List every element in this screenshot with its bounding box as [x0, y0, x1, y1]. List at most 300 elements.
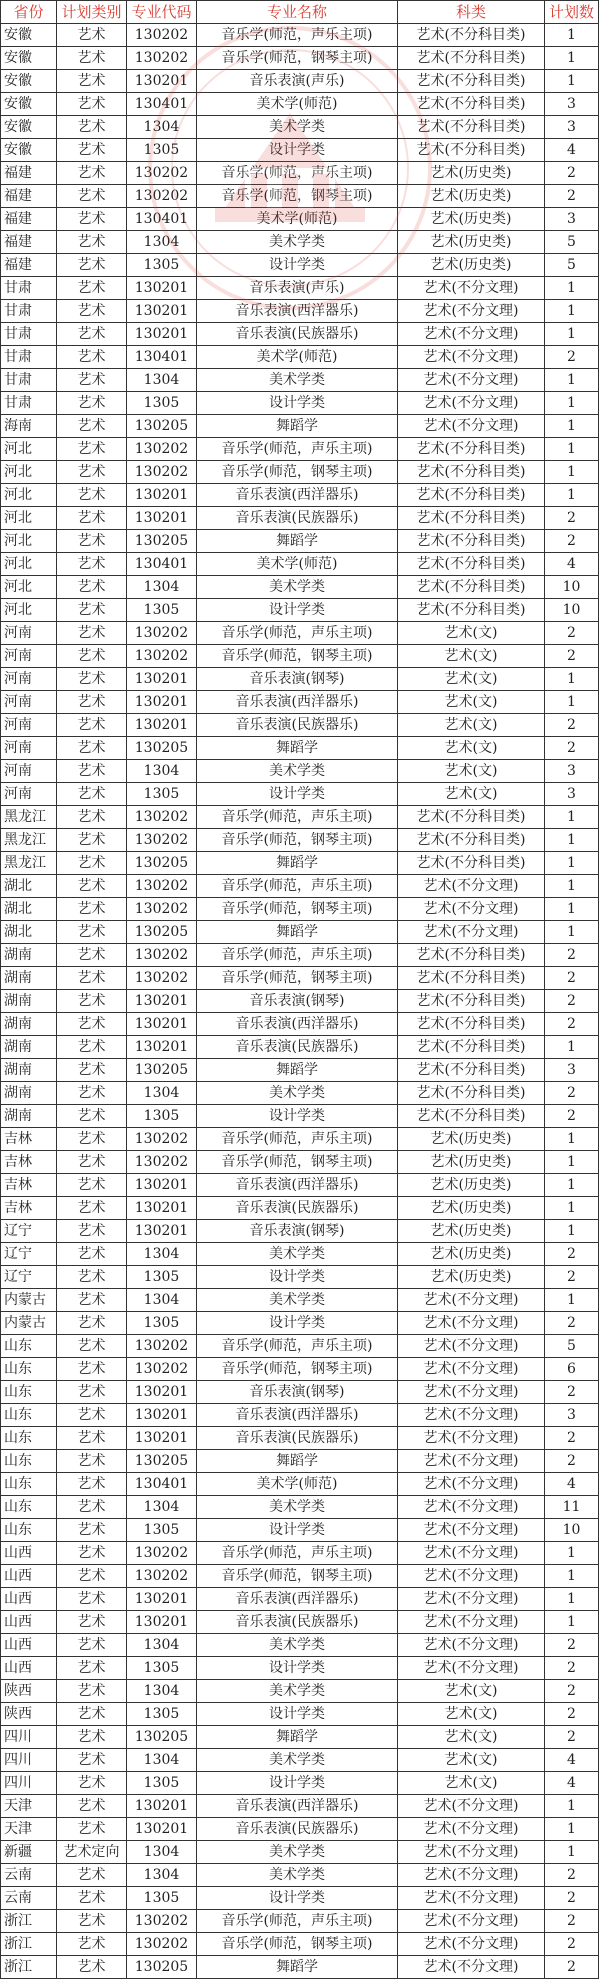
- cell-plan-category: 艺术: [57, 1887, 127, 1910]
- table-row: [1, 783, 599, 806]
- cell-major-name: 美术学类: [197, 1634, 398, 1657]
- cell-major-code: 130201: [127, 1220, 197, 1243]
- cell-plan-count: 2: [545, 1703, 599, 1726]
- cell-province: 山西: [1, 1542, 57, 1565]
- cell-plan-category: 艺术: [57, 898, 127, 921]
- cell-plan-category: 艺术: [57, 921, 127, 944]
- cell-major-code: 130202: [127, 829, 197, 852]
- cell-plan-count: 2: [545, 1082, 599, 1105]
- cell-major-code: 130202: [127, 898, 197, 921]
- cell-province: 安徽: [1, 70, 57, 93]
- cell-subject-category: 艺术(不分科目类): [398, 599, 545, 622]
- table-row: [1, 254, 599, 277]
- cell-plan-category: 艺术: [57, 1335, 127, 1358]
- cell-subject-category: 艺术(历史类): [398, 185, 545, 208]
- cell-plan-category: 艺术: [57, 254, 127, 277]
- cell-province: 湖北: [1, 875, 57, 898]
- cell-plan-category: 艺术: [57, 185, 127, 208]
- cell-plan-count: 3: [545, 1059, 599, 1082]
- cell-plan-count: 3: [545, 93, 599, 116]
- cell-plan-category: 艺术: [57, 70, 127, 93]
- cell-plan-category: 艺术: [57, 645, 127, 668]
- cell-province: 山西: [1, 1657, 57, 1680]
- cell-subject-category: 艺术(文): [398, 714, 545, 737]
- cell-plan-category: 艺术: [57, 1565, 127, 1588]
- cell-plan-category: 艺术: [57, 1542, 127, 1565]
- cell-subject-category: 艺术(不分文理): [398, 1611, 545, 1634]
- cell-plan-category: 艺术: [57, 47, 127, 70]
- table-row: [1, 185, 599, 208]
- cell-plan-count: 2: [545, 1381, 599, 1404]
- cell-province: 安徽: [1, 116, 57, 139]
- cell-plan-category: 艺术: [57, 277, 127, 300]
- cell-major-code: 130205: [127, 1450, 197, 1473]
- cell-plan-count: 2: [545, 1910, 599, 1933]
- cell-plan-count: 10: [545, 599, 599, 622]
- cell-major-code: 130202: [127, 622, 197, 645]
- cell-plan-count: 2: [545, 645, 599, 668]
- cell-major-name: 美术学(师范): [197, 1473, 398, 1496]
- cell-province: 河北: [1, 576, 57, 599]
- cell-plan-category: 艺术: [57, 1381, 127, 1404]
- cell-major-code: 130205: [127, 1726, 197, 1749]
- cell-subject-category: 艺术(不分文理): [398, 1358, 545, 1381]
- cell-major-name: 音乐表演(钢琴): [197, 1220, 398, 1243]
- cell-major-name: 音乐表演(声乐): [197, 277, 398, 300]
- cell-major-name: 美术学类: [197, 116, 398, 139]
- cell-plan-count: 2: [545, 967, 599, 990]
- cell-province: 山西: [1, 1565, 57, 1588]
- cell-major-name: 设计学类: [197, 1887, 398, 1910]
- cell-subject-category: 艺术(不分文理): [398, 898, 545, 921]
- cell-major-name: 音乐表演(民族器乐): [197, 323, 398, 346]
- cell-province: 山西: [1, 1588, 57, 1611]
- cell-subject-category: 艺术(不分科目类): [398, 484, 545, 507]
- table-row: [1, 875, 599, 898]
- table-row: [1, 484, 599, 507]
- cell-plan-category: 艺术: [57, 1312, 127, 1335]
- cell-plan-category: 艺术: [57, 1634, 127, 1657]
- cell-subject-category: 艺术(不分文理): [398, 921, 545, 944]
- cell-major-code: 130201: [127, 1588, 197, 1611]
- table-row: [1, 70, 599, 93]
- cell-major-code: 130205: [127, 852, 197, 875]
- table-row: [1, 530, 599, 553]
- cell-subject-category: 艺术(文): [398, 737, 545, 760]
- cell-province: 海南: [1, 415, 57, 438]
- cell-plan-count: 1: [545, 1611, 599, 1634]
- cell-plan-count: 2: [545, 507, 599, 530]
- cell-province: 陕西: [1, 1703, 57, 1726]
- table-row: [1, 1243, 599, 1266]
- cell-major-code: 130202: [127, 1151, 197, 1174]
- table-row: [1, 553, 599, 576]
- cell-major-code: 1304: [127, 1289, 197, 1312]
- cell-major-code: 1304: [127, 231, 197, 254]
- cell-province: 黑龙江: [1, 806, 57, 829]
- table-row: [1, 1496, 599, 1519]
- cell-plan-count: 2: [545, 1680, 599, 1703]
- cell-subject-category: 艺术(不分文理): [398, 1864, 545, 1887]
- cell-plan-count: 1: [545, 1795, 599, 1818]
- cell-major-code: 130202: [127, 438, 197, 461]
- cell-province: 河北: [1, 484, 57, 507]
- cell-province: 四川: [1, 1772, 57, 1795]
- cell-plan-count: 2: [545, 1266, 599, 1289]
- cell-plan-count: 1: [545, 438, 599, 461]
- cell-major-name: 设计学类: [197, 1105, 398, 1128]
- cell-plan-count: 2: [545, 944, 599, 967]
- cell-province: 天津: [1, 1795, 57, 1818]
- cell-plan-category: 艺术: [57, 553, 127, 576]
- cell-major-name: 美术学类: [197, 1749, 398, 1772]
- cell-major-code: 130201: [127, 1013, 197, 1036]
- cell-plan-category: 艺术: [57, 622, 127, 645]
- cell-province: 山东: [1, 1427, 57, 1450]
- cell-plan-count: 2: [545, 1312, 599, 1335]
- cell-plan-category: 艺术: [57, 1013, 127, 1036]
- cell-province: 河南: [1, 645, 57, 668]
- cell-subject-category: 艺术(历史类): [398, 208, 545, 231]
- cell-plan-count: 2: [545, 530, 599, 553]
- cell-province: 甘肃: [1, 323, 57, 346]
- cell-major-name: 音乐学(师范，钢琴主项): [197, 47, 398, 70]
- cell-subject-category: 艺术(不分文理): [398, 1657, 545, 1680]
- cell-plan-category: 艺术: [57, 300, 127, 323]
- table-row: [1, 1818, 599, 1841]
- cell-major-name: 音乐学(师范，声乐主项): [197, 162, 398, 185]
- table-row: [1, 1542, 599, 1565]
- cell-major-name: 音乐表演(民族器乐): [197, 507, 398, 530]
- cell-plan-category: 艺术: [57, 392, 127, 415]
- cell-major-name: 音乐表演(钢琴): [197, 668, 398, 691]
- cell-major-name: 舞蹈学: [197, 415, 398, 438]
- cell-province: 河北: [1, 461, 57, 484]
- cell-major-name: 音乐学(师范，声乐主项): [197, 806, 398, 829]
- cell-major-code: 130205: [127, 1956, 197, 1979]
- cell-province: 安徽: [1, 47, 57, 70]
- table-row: [1, 1887, 599, 1910]
- cell-province: 福建: [1, 254, 57, 277]
- cell-plan-count: 10: [545, 576, 599, 599]
- cell-major-name: 舞蹈学: [197, 1726, 398, 1749]
- cell-plan-count: 1: [545, 1588, 599, 1611]
- cell-plan-category: 艺术: [57, 438, 127, 461]
- cell-major-code: 130202: [127, 185, 197, 208]
- cell-plan-count: 2: [545, 737, 599, 760]
- table-row: [1, 1749, 599, 1772]
- cell-plan-count: 3: [545, 116, 599, 139]
- cell-major-code: 130202: [127, 1542, 197, 1565]
- cell-major-code: 1304: [127, 1680, 197, 1703]
- cell-major-name: 设计学类: [197, 254, 398, 277]
- cell-major-code: 1304: [127, 116, 197, 139]
- cell-province: 山东: [1, 1496, 57, 1519]
- cell-major-name: 音乐学(师范，声乐主项): [197, 438, 398, 461]
- cell-plan-count: 1: [545, 806, 599, 829]
- table-row: [1, 1588, 599, 1611]
- cell-plan-count: 3: [545, 760, 599, 783]
- cell-major-code: 130201: [127, 277, 197, 300]
- cell-plan-category: 艺术: [57, 346, 127, 369]
- table-row: [1, 806, 599, 829]
- cell-major-name: 设计学类: [197, 392, 398, 415]
- cell-subject-category: 艺术(文): [398, 760, 545, 783]
- cell-major-code: 130205: [127, 1059, 197, 1082]
- cell-province: 黑龙江: [1, 852, 57, 875]
- table-row: [1, 1657, 599, 1680]
- cell-subject-category: 艺术(不分文理): [398, 1588, 545, 1611]
- cell-subject-category: 艺术(不分文理): [398, 1404, 545, 1427]
- cell-plan-category: 艺术: [57, 323, 127, 346]
- cell-plan-category: 艺术: [57, 714, 127, 737]
- cell-plan-count: 1: [545, 24, 599, 47]
- cell-province: 河北: [1, 599, 57, 622]
- cell-subject-category: 艺术(不分文理): [398, 323, 545, 346]
- cell-major-name: 音乐表演(民族器乐): [197, 1427, 398, 1450]
- cell-plan-count: 1: [545, 668, 599, 691]
- table-row: [1, 898, 599, 921]
- cell-plan-count: 2: [545, 1956, 599, 1979]
- table-row: [1, 24, 599, 47]
- cell-plan-category: 艺术: [57, 1772, 127, 1795]
- cell-subject-category: 艺术(历史类): [398, 1197, 545, 1220]
- cell-major-name: 音乐学(师范，声乐主项): [197, 622, 398, 645]
- cell-major-name: 音乐学(师范，钢琴主项): [197, 185, 398, 208]
- cell-major-name: 音乐学(师范，钢琴主项): [197, 1358, 398, 1381]
- cell-major-name: 音乐学(师范，钢琴主项): [197, 1933, 398, 1956]
- table-row: [1, 1565, 599, 1588]
- cell-subject-category: 艺术(不分科目类): [398, 1036, 545, 1059]
- cell-plan-count: 2: [545, 1933, 599, 1956]
- cell-province: 湖南: [1, 1036, 57, 1059]
- table-row: [1, 576, 599, 599]
- cell-subject-category: 艺术(不分科目类): [398, 1082, 545, 1105]
- cell-subject-category: 艺术(历史类): [398, 1266, 545, 1289]
- cell-plan-category: 艺术: [57, 484, 127, 507]
- cell-plan-category: 艺术: [57, 875, 127, 898]
- cell-subject-category: 艺术(不分文理): [398, 875, 545, 898]
- table-row: [1, 599, 599, 622]
- table-row: [1, 1013, 599, 1036]
- cell-major-name: 舞蹈学: [197, 921, 398, 944]
- cell-major-code: 130202: [127, 875, 197, 898]
- cell-plan-count: 1: [545, 392, 599, 415]
- cell-subject-category: 艺术(不分文理): [398, 1519, 545, 1542]
- table-row: [1, 507, 599, 530]
- cell-major-code: 130201: [127, 1036, 197, 1059]
- table-row: [1, 300, 599, 323]
- cell-major-name: 音乐学(师范，钢琴主项): [197, 645, 398, 668]
- cell-plan-category: 艺术: [57, 1611, 127, 1634]
- header-major-code: 专业代码: [127, 1, 197, 24]
- cell-subject-category: 艺术(文): [398, 1772, 545, 1795]
- table-row: [1, 1726, 599, 1749]
- cell-province: 河北: [1, 530, 57, 553]
- cell-major-name: 音乐学(师范，钢琴主项): [197, 967, 398, 990]
- cell-plan-category: 艺术: [57, 1105, 127, 1128]
- header-plan-count: 计划数: [545, 1, 599, 24]
- table-row: [1, 1933, 599, 1956]
- cell-major-name: 音乐表演(钢琴): [197, 1381, 398, 1404]
- table-row: [1, 438, 599, 461]
- cell-major-name: 设计学类: [197, 1703, 398, 1726]
- cell-subject-category: 艺术(不分科目类): [398, 47, 545, 70]
- cell-plan-category: 艺术: [57, 208, 127, 231]
- cell-plan-count: 1: [545, 277, 599, 300]
- cell-subject-category: 艺术(历史类): [398, 1243, 545, 1266]
- cell-plan-category: 艺术: [57, 24, 127, 47]
- cell-subject-category: 艺术(不分文理): [398, 1381, 545, 1404]
- cell-plan-count: 2: [545, 1427, 599, 1450]
- cell-province: 山西: [1, 1634, 57, 1657]
- cell-plan-category: 艺术: [57, 139, 127, 162]
- cell-province: 福建: [1, 231, 57, 254]
- cell-subject-category: 艺术(文): [398, 1726, 545, 1749]
- table-row: [1, 1956, 599, 1979]
- cell-plan-category: 艺术: [57, 668, 127, 691]
- cell-province: 湖北: [1, 898, 57, 921]
- cell-plan-category: 艺术: [57, 461, 127, 484]
- cell-plan-count: 2: [545, 1105, 599, 1128]
- cell-major-name: 设计学类: [197, 1772, 398, 1795]
- cell-plan-count: 2: [545, 1243, 599, 1266]
- cell-major-name: 音乐学(师范，声乐主项): [197, 1335, 398, 1358]
- cell-plan-count: 2: [545, 185, 599, 208]
- cell-major-name: 舞蹈学: [197, 737, 398, 760]
- cell-province: 甘肃: [1, 300, 57, 323]
- cell-plan-count: 2: [545, 1634, 599, 1657]
- cell-major-name: 美术学(师范): [197, 93, 398, 116]
- cell-province: 吉林: [1, 1151, 57, 1174]
- cell-subject-category: 艺术(不分科目类): [398, 93, 545, 116]
- cell-subject-category: 艺术(不分科目类): [398, 990, 545, 1013]
- cell-major-code: 130201: [127, 691, 197, 714]
- cell-major-name: 美术学类: [197, 1289, 398, 1312]
- cell-plan-category: 艺术: [57, 507, 127, 530]
- cell-major-code: 1305: [127, 783, 197, 806]
- cell-major-name: 设计学类: [197, 1312, 398, 1335]
- cell-plan-count: 3: [545, 1404, 599, 1427]
- cell-subject-category: 艺术(文): [398, 783, 545, 806]
- cell-plan-count: 1: [545, 300, 599, 323]
- cell-major-name: 音乐表演(西洋器乐): [197, 1795, 398, 1818]
- header-major-name: 专业名称: [197, 1, 398, 24]
- cell-major-name: 音乐学(师范，钢琴主项): [197, 898, 398, 921]
- cell-plan-category: 艺术: [57, 1358, 127, 1381]
- cell-plan-category: 艺术: [57, 576, 127, 599]
- cell-major-name: 音乐表演(民族器乐): [197, 1611, 398, 1634]
- cell-plan-category: 艺术: [57, 1588, 127, 1611]
- cell-major-name: 音乐学(师范，钢琴主项): [197, 1151, 398, 1174]
- table-row: [1, 162, 599, 185]
- cell-province: 黑龙江: [1, 829, 57, 852]
- cell-major-code: 1305: [127, 392, 197, 415]
- cell-major-code: 130202: [127, 1128, 197, 1151]
- cell-province: 山东: [1, 1335, 57, 1358]
- cell-major-name: 音乐学(师范，声乐主项): [197, 1542, 398, 1565]
- table-row: [1, 1059, 599, 1082]
- cell-major-code: 1305: [127, 599, 197, 622]
- cell-major-code: 130202: [127, 1565, 197, 1588]
- cell-major-code: 1305: [127, 1887, 197, 1910]
- cell-major-code: 1305: [127, 1519, 197, 1542]
- cell-plan-count: 1: [545, 323, 599, 346]
- cell-plan-category: 艺术: [57, 369, 127, 392]
- cell-plan-category: 艺术: [57, 852, 127, 875]
- table-row: [1, 93, 599, 116]
- cell-plan-category: 艺术: [57, 1082, 127, 1105]
- cell-plan-count: 1: [545, 415, 599, 438]
- cell-plan-count: 1: [545, 461, 599, 484]
- cell-subject-category: 艺术(历史类): [398, 231, 545, 254]
- cell-province: 湖南: [1, 990, 57, 1013]
- cell-province: 辽宁: [1, 1220, 57, 1243]
- table-row: [1, 1036, 599, 1059]
- cell-major-code: 130201: [127, 1795, 197, 1818]
- cell-plan-count: 1: [545, 70, 599, 93]
- cell-major-name: 音乐表演(民族器乐): [197, 714, 398, 737]
- cell-major-name: 美术学类: [197, 576, 398, 599]
- cell-major-code: 130201: [127, 323, 197, 346]
- cell-plan-count: 1: [545, 1197, 599, 1220]
- table-row: [1, 1841, 599, 1864]
- cell-major-code: 130202: [127, 1910, 197, 1933]
- cell-plan-count: 2: [545, 1657, 599, 1680]
- cell-subject-category: 艺术(不分科目类): [398, 438, 545, 461]
- cell-plan-count: 2: [545, 1887, 599, 1910]
- cell-major-code: 130401: [127, 1473, 197, 1496]
- table-row: [1, 760, 599, 783]
- cell-major-code: 1304: [127, 1749, 197, 1772]
- cell-plan-count: 4: [545, 1749, 599, 1772]
- table-row: [1, 645, 599, 668]
- cell-subject-category: 艺术(不分科目类): [398, 1105, 545, 1128]
- cell-subject-category: 艺术(历史类): [398, 162, 545, 185]
- cell-major-code: 1304: [127, 1864, 197, 1887]
- cell-province: 浙江: [1, 1956, 57, 1979]
- cell-major-code: 130401: [127, 346, 197, 369]
- table-row: [1, 369, 599, 392]
- cell-subject-category: 艺术(不分科目类): [398, 553, 545, 576]
- cell-major-code: 130401: [127, 208, 197, 231]
- cell-plan-count: 1: [545, 1565, 599, 1588]
- cell-province: 四川: [1, 1726, 57, 1749]
- cell-major-name: 美术学类: [197, 1243, 398, 1266]
- cell-subject-category: 艺术(不分文理): [398, 1910, 545, 1933]
- table-row: [1, 852, 599, 875]
- cell-major-code: 130202: [127, 944, 197, 967]
- cell-major-name: 美术学(师范): [197, 208, 398, 231]
- cell-major-code: 1304: [127, 1082, 197, 1105]
- cell-major-code: 130205: [127, 415, 197, 438]
- cell-subject-category: 艺术(不分科目类): [398, 24, 545, 47]
- cell-major-code: 130201: [127, 668, 197, 691]
- cell-major-code: 1304: [127, 1496, 197, 1519]
- cell-subject-category: 艺术(文): [398, 668, 545, 691]
- cell-plan-count: 2: [545, 162, 599, 185]
- cell-subject-category: 艺术(不分文理): [398, 1634, 545, 1657]
- cell-major-code: 130205: [127, 530, 197, 553]
- header-subject-category: 科类: [398, 1, 545, 24]
- cell-plan-category: 艺术: [57, 162, 127, 185]
- cell-plan-count: 1: [545, 1220, 599, 1243]
- table-row: [1, 1795, 599, 1818]
- table-row: [1, 1427, 599, 1450]
- cell-province: 甘肃: [1, 369, 57, 392]
- cell-major-name: 音乐学(师范，声乐主项): [197, 944, 398, 967]
- cell-plan-count: 1: [545, 1128, 599, 1151]
